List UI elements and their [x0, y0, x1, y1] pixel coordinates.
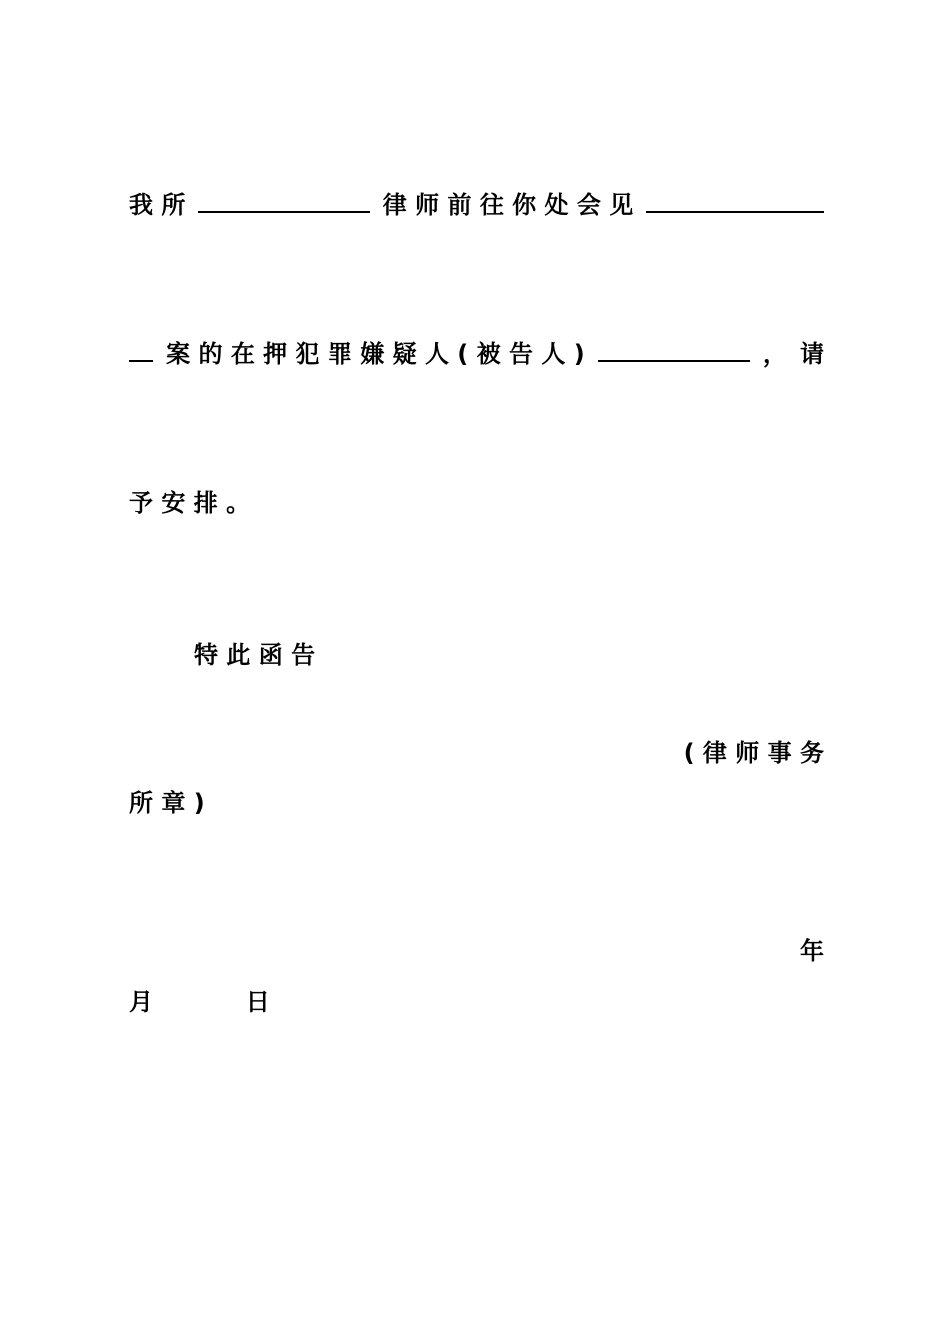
date-month-day-line	[129, 986, 824, 1018]
letter-line-2	[129, 338, 824, 370]
line3-text: 予 安 排 。	[129, 489, 251, 517]
closing-line	[194, 639, 494, 671]
date-month: 月	[129, 988, 153, 1016]
case-name-blank[interactable]	[646, 189, 824, 213]
date-day: 日	[245, 988, 270, 1016]
line2-comma: ，	[762, 340, 787, 368]
line1-text-b: 律 师 前 往 你 处 会 见	[382, 191, 634, 219]
date-year-line	[129, 935, 824, 967]
closing-text: 特 此 函 告	[194, 641, 316, 669]
case-name-blank-continued[interactable]	[129, 338, 153, 362]
seal-line-1	[129, 737, 824, 769]
seal-text-1: ( 律 师 事 务	[683, 739, 824, 767]
seal-line-2	[129, 787, 824, 819]
suspect-name-blank[interactable]	[598, 338, 750, 362]
line1-text-a: 我 所	[129, 191, 186, 219]
letter-line-3	[129, 487, 824, 519]
date-year: 年	[800, 937, 824, 965]
line2-text-a: 案 的 在 押 犯 罪 嫌 疑 人 ( 被 告 人 )	[166, 340, 585, 368]
line2-text-b: 请	[800, 340, 824, 368]
seal-text-2: 所 章 )	[129, 789, 205, 817]
letter-line-1	[129, 189, 824, 221]
lawyer-name-blank[interactable]	[198, 189, 370, 213]
